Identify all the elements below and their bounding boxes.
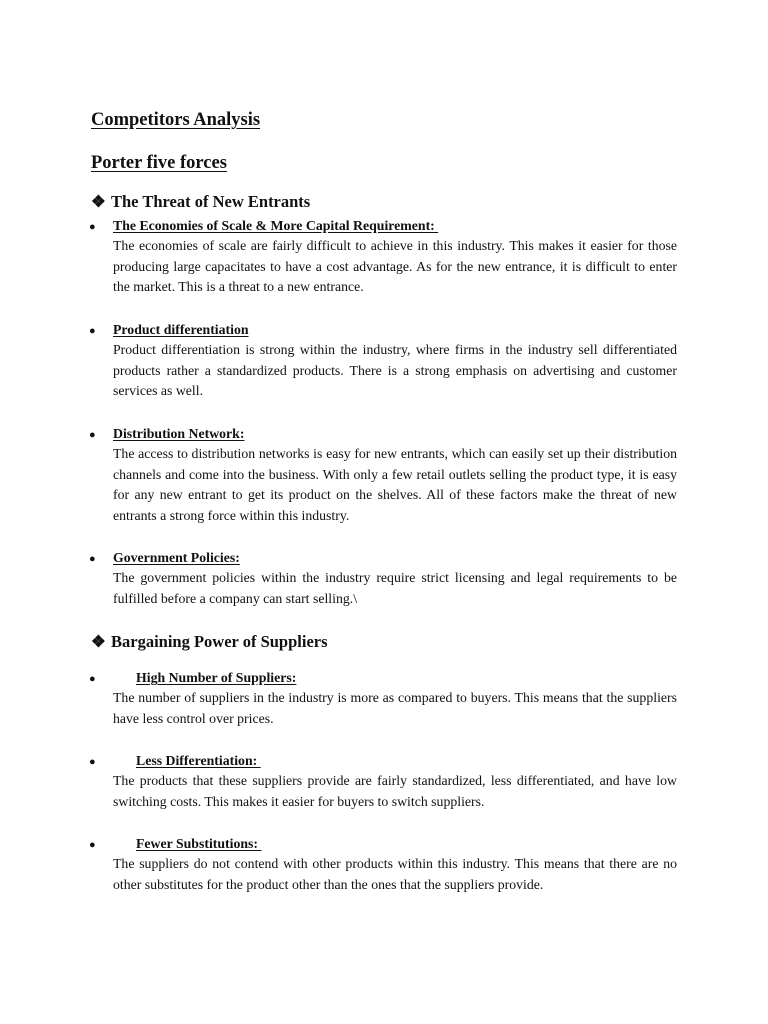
document-title: Competitors Analysis (91, 110, 261, 130)
item-title-government-policies: Government Policies: (113, 550, 240, 565)
item-title-distribution-network: Distribution Network: (113, 426, 245, 441)
item-text-government-policies: The government policies within the industry require strict licensing and legal requirements to be fulfilled before a company can start selling.\ (113, 570, 677, 606)
item-text-distribution-network: The access to distribution networks is easy for new entrants, which can easily set up their distribution channels and come into the business. With only a few retail outlets selling the product type, it is easy for any new entrant to get its product on the shelves. All of these factors make the threat of new entrants a strong force within this industry. (113, 446, 677, 523)
section-heading-bargaining-power-suppliers (91, 632, 328, 652)
bullet-icon: ● (89, 429, 96, 441)
item-title-economies-of-scale: The Economies of Scale & More Capital Requirement: (113, 218, 439, 233)
diamond-bullet-icon: ❖ (91, 632, 106, 651)
item-title-high-number-of-suppliers: High Number of Suppliers: (136, 670, 297, 685)
item-text-less-differentiation: The products that these suppliers provide are fairly standardized, less differentiated, and have low switching costs. This makes it easier for buyers to switch suppliers. (113, 773, 677, 809)
section-heading-text: Bargaining Power of Suppliers (111, 632, 328, 651)
item-text-fewer-substitutions: The suppliers do not contend with other products within this industry. This means that there are no other substitutes for the product other than the ones that the suppliers provide. (113, 856, 677, 892)
item-title-product-differentiation: Product differentiation (113, 322, 249, 337)
document-subtitle: Porter five forces (91, 153, 227, 173)
bullet-icon: ● (89, 553, 96, 565)
item-text-product-differentiation: Product differentiation is strong within the industry, where firms in the industry sell differentiated products rather a standardized products. There is a strong emphasis on advertising and customer services as well. (113, 342, 677, 399)
bullet-icon: ● (89, 325, 96, 337)
bullet-icon: ● (89, 839, 96, 851)
item-title-fewer-substitutions: Fewer Substitutions: (136, 836, 262, 851)
item-title-less-differentiation: Less Differentiation: (136, 753, 261, 768)
item-text-high-number-of-suppliers: The number of suppliers in the industry is more as compared to buyers. This means that the suppliers have less control over prices. (113, 690, 677, 726)
diamond-bullet-icon: ❖ (91, 192, 106, 211)
bullet-icon: ● (89, 673, 96, 685)
item-text-economies-of-scale: The economies of scale are fairly difficult to achieve in this industry. This makes it easier for those producing large capacitates to have a cost advantage. As for the new entrance, it is difficult to enter the market. This is a threat to a new entrance. (113, 238, 677, 295)
bullet-icon: ● (89, 221, 96, 233)
section-heading-threat-new-entrants (91, 192, 310, 212)
bullet-icon: ● (89, 756, 96, 768)
section-heading-text: The Threat of New Entrants (111, 192, 311, 211)
